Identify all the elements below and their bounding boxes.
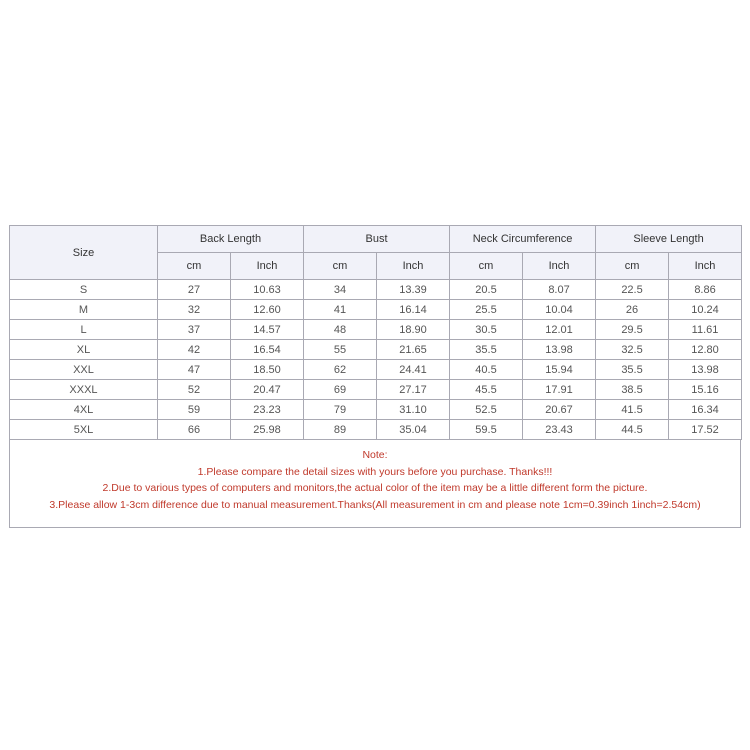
measurement-cell: 52.5 <box>450 400 523 420</box>
measurement-cell: 20.47 <box>231 380 304 400</box>
measurement-cell: 23.23 <box>231 400 304 420</box>
measurement-cell: 40.5 <box>450 360 523 380</box>
unit-header: cm <box>158 253 231 280</box>
measurement-cell: 47 <box>158 360 231 380</box>
note-title: Note: <box>362 449 388 461</box>
measurement-cell: 41 <box>304 300 377 320</box>
group-header-neck-circumference: Neck Circumference <box>450 226 596 253</box>
size-label-cell: L <box>10 320 158 340</box>
measurement-cell: 15.94 <box>523 360 596 380</box>
size-label-cell: XXL <box>10 360 158 380</box>
measurement-cell: 38.5 <box>596 380 669 400</box>
measurement-cell: 16.34 <box>669 400 742 420</box>
measurement-cell: 62 <box>304 360 377 380</box>
size-label-cell: 5XL <box>10 420 158 440</box>
table-row <box>10 300 742 320</box>
measurement-cell: 17.52 <box>669 420 742 440</box>
table-row <box>10 320 742 340</box>
measurement-cell: 10.04 <box>523 300 596 320</box>
measurement-cell: 14.57 <box>231 320 304 340</box>
measurement-cell: 30.5 <box>450 320 523 340</box>
measurement-cell: 8.07 <box>523 280 596 300</box>
measurement-cell: 25.98 <box>231 420 304 440</box>
measurement-cell: 22.5 <box>596 280 669 300</box>
table-row <box>10 380 742 400</box>
note-line-3: 3.Please allow 1-3cm difference due to manual measurement.Thanks(All measurement in cm and please note 1cm=0.39inch 1inch=2.54cm) <box>49 498 701 511</box>
measurement-cell: 11.61 <box>669 320 742 340</box>
measurement-cell: 8.86 <box>669 280 742 300</box>
measurement-cell: 42 <box>158 340 231 360</box>
measurement-cell: 59 <box>158 400 231 420</box>
measurement-cell: 12.01 <box>523 320 596 340</box>
notes-box <box>9 440 741 528</box>
measurement-cell: 17.91 <box>523 380 596 400</box>
measurement-cell: 41.5 <box>596 400 669 420</box>
unit-header: Inch <box>523 253 596 280</box>
unit-header: cm <box>450 253 523 280</box>
unit-header: Inch <box>231 253 304 280</box>
size-table <box>9 225 742 440</box>
measurement-cell: 35.04 <box>377 420 450 440</box>
measurement-cell: 26 <box>596 300 669 320</box>
table-row <box>10 420 742 440</box>
measurement-cell: 25.5 <box>450 300 523 320</box>
header-row-groups <box>10 226 742 253</box>
measurement-cell: 35.5 <box>596 360 669 380</box>
measurement-cell: 18.90 <box>377 320 450 340</box>
size-header: Size <box>10 226 158 280</box>
size-rows <box>10 280 742 440</box>
measurement-cell: 69 <box>304 380 377 400</box>
note-line-1: 1.Please compare the detail sizes with yours before you purchase. Thanks!!! <box>197 465 553 478</box>
note-line-2: 2.Due to various types of computers and monitors,the actual color of the item may be a little different form the picture. <box>102 482 648 494</box>
measurement-cell: 13.98 <box>523 340 596 360</box>
measurement-cell: 52 <box>158 380 231 400</box>
measurement-cell: 20.5 <box>450 280 523 300</box>
measurement-cell: 59.5 <box>450 420 523 440</box>
group-header-back-length: Back Length <box>158 226 304 253</box>
measurement-cell: 48 <box>304 320 377 340</box>
measurement-cell: 15.16 <box>669 380 742 400</box>
measurement-cell: 66 <box>158 420 231 440</box>
measurement-cell: 45.5 <box>450 380 523 400</box>
table-row <box>10 280 742 300</box>
measurement-cell: 13.39 <box>377 280 450 300</box>
measurement-cell: 32 <box>158 300 231 320</box>
measurement-cell: 13.98 <box>669 360 742 380</box>
size-label-cell: 4XL <box>10 400 158 420</box>
measurement-cell: 79 <box>304 400 377 420</box>
measurement-cell: 12.80 <box>669 340 742 360</box>
measurement-cell: 12.60 <box>231 300 304 320</box>
measurement-cell: 27.17 <box>377 380 450 400</box>
measurement-cell: 44.5 <box>596 420 669 440</box>
size-label-cell: S <box>10 280 158 300</box>
table-row <box>10 360 742 380</box>
unit-header: Inch <box>669 253 742 280</box>
unit-header: cm <box>596 253 669 280</box>
measurement-cell: 16.14 <box>377 300 450 320</box>
measurement-cell: 27 <box>158 280 231 300</box>
measurement-cell: 55 <box>304 340 377 360</box>
measurement-cell: 18.50 <box>231 360 304 380</box>
measurement-cell: 10.24 <box>669 300 742 320</box>
measurement-cell: 29.5 <box>596 320 669 340</box>
measurement-cell: 10.63 <box>231 280 304 300</box>
measurement-cell: 20.67 <box>523 400 596 420</box>
size-label-cell: M <box>10 300 158 320</box>
measurement-cell: 37 <box>158 320 231 340</box>
measurement-cell: 31.10 <box>377 400 450 420</box>
measurement-cell: 34 <box>304 280 377 300</box>
table-row <box>10 340 742 360</box>
group-header-sleeve-length: Sleeve Length <box>596 226 742 253</box>
table-row <box>10 400 742 420</box>
unit-header: cm <box>304 253 377 280</box>
measurement-cell: 35.5 <box>450 340 523 360</box>
measurement-cell: 32.5 <box>596 340 669 360</box>
measurement-cell: 23.43 <box>523 420 596 440</box>
measurement-cell: 16.54 <box>231 340 304 360</box>
measurement-cell: 24.41 <box>377 360 450 380</box>
measurement-cell: 89 <box>304 420 377 440</box>
size-label-cell: XXXL <box>10 380 158 400</box>
group-header-bust: Bust <box>304 226 450 253</box>
size-chart <box>9 225 741 528</box>
size-label-cell: XL <box>10 340 158 360</box>
measurement-cell: 21.65 <box>377 340 450 360</box>
unit-header: Inch <box>377 253 450 280</box>
